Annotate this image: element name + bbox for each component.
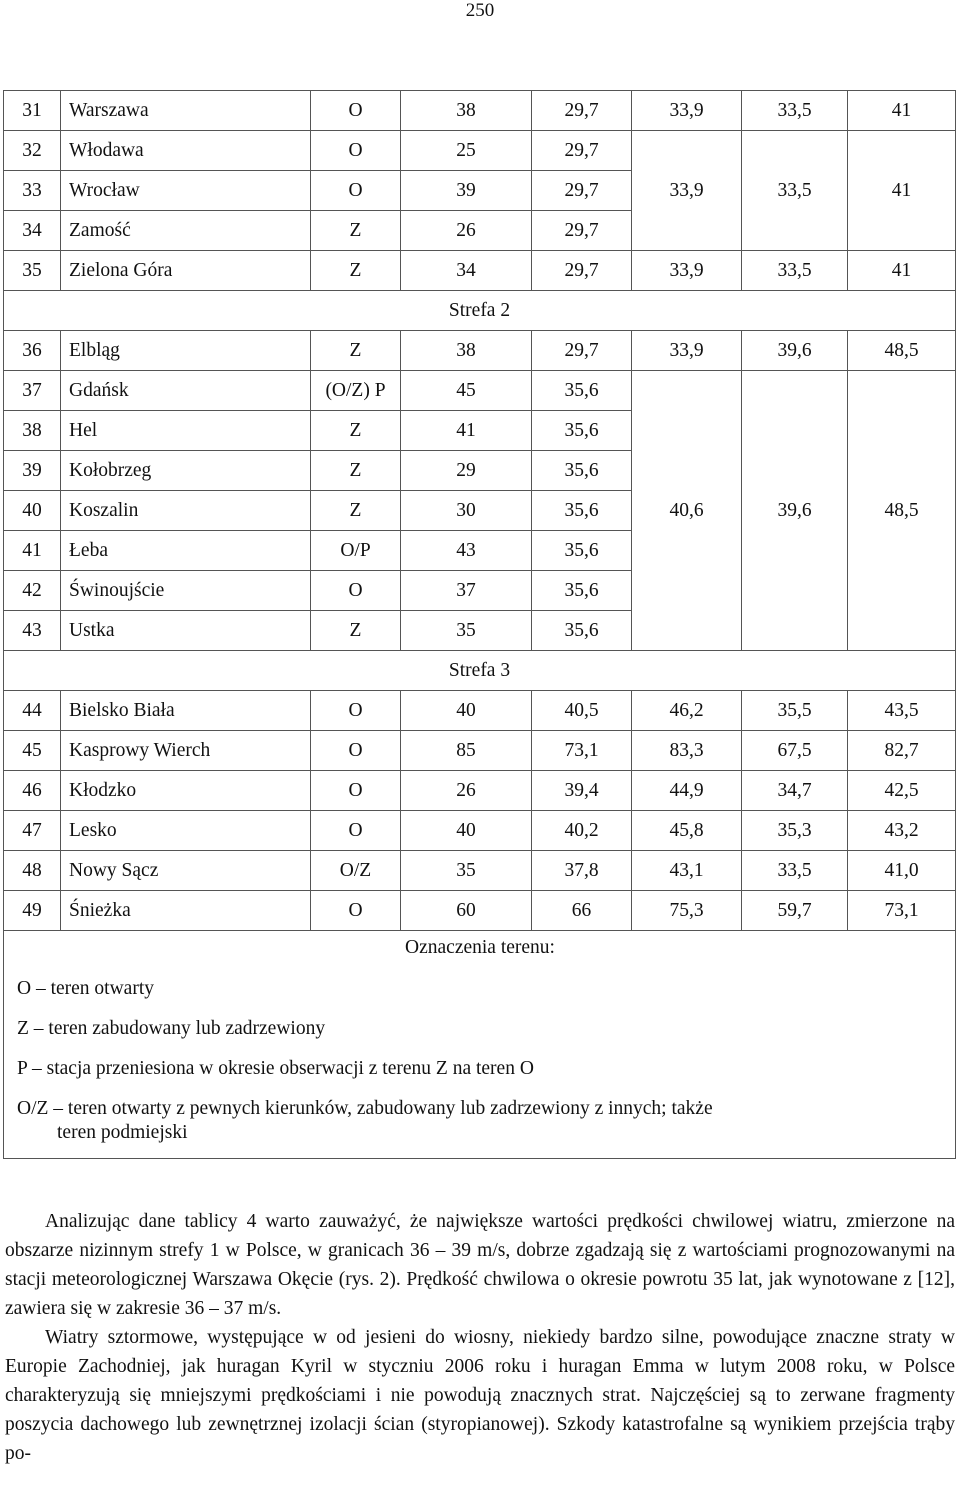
terrain-type: O — [311, 691, 401, 731]
value-cell: 29 — [401, 451, 532, 491]
value-cell: 85 — [401, 731, 532, 771]
station-name: Koszalin — [61, 491, 311, 531]
value-cell: 33,9 — [632, 251, 742, 291]
value-cell: 48,5 — [848, 331, 956, 371]
table-row — [4, 91, 956, 131]
terrain-type: O — [311, 811, 401, 851]
row-number: 43 — [4, 611, 61, 651]
terrain-type: Z — [311, 251, 401, 291]
zone-3-label: Strefa 3 — [4, 651, 956, 691]
row-number: 46 — [4, 771, 61, 811]
value-cell: 82,7 — [848, 731, 956, 771]
row-number: 31 — [4, 91, 61, 131]
row-number: 36 — [4, 331, 61, 371]
zone-header-row — [4, 291, 956, 331]
row-number: 34 — [4, 211, 61, 251]
value-cell: 60 — [401, 891, 532, 931]
row-number: 35 — [4, 251, 61, 291]
value-cell: 35,6 — [532, 531, 632, 571]
station-name: Kołobrzeg — [61, 451, 311, 491]
paragraph: Analizując dane tablicy 4 warto zauważyć, że największe wartości prędkości chwilowej wiatru, zmierzone na obszarze nizinnym strefy 1 w Polsce, w granicach 36 – 39 m/s, dobrze zgadzają się z wartościami prognozowanymi na stacji meteorologicznej Warszawa Okęcie (rys. 2). Prędkość chwilowa o okresie powrotu 35 lat, jak wynotowane z [12], zawiera się w zakresie 36 – 37 m/s. — [5, 1211, 955, 1319]
value-cell: 35 — [401, 851, 532, 891]
station-name: Kasprowy Wierch — [61, 731, 311, 771]
station-name: Elbląg — [61, 331, 311, 371]
merged-value-cell: 40,6 — [632, 371, 742, 651]
value-cell: 29,7 — [532, 171, 632, 211]
value-cell: 45 — [401, 371, 532, 411]
value-cell: 43,2 — [848, 811, 956, 851]
row-number: 48 — [4, 851, 61, 891]
terrain-type: Z — [311, 411, 401, 451]
value-cell: 26 — [401, 211, 532, 251]
row-number: 41 — [4, 531, 61, 571]
terrain-legend — [4, 931, 956, 1159]
zone-header-row — [4, 651, 956, 691]
station-name: Zielona Góra — [61, 251, 311, 291]
merged-value-cell: 33,5 — [742, 131, 848, 251]
legend-item-mixed-text: O/Z – teren otwarty z pewnych kierunków, zabudowany lub zadrzewiony z innych; także — [17, 1098, 713, 1119]
value-cell: 35,3 — [742, 811, 848, 851]
value-cell: 38 — [401, 91, 532, 131]
value-cell: 83,3 — [632, 731, 742, 771]
value-cell: 33,9 — [632, 331, 742, 371]
terrain-type: Z — [311, 331, 401, 371]
table-row — [4, 371, 956, 411]
value-cell: 29,7 — [532, 211, 632, 251]
value-cell: 43 — [401, 531, 532, 571]
terrain-type: O/P — [311, 531, 401, 571]
value-cell: 34 — [401, 251, 532, 291]
value-cell: 41,0 — [848, 851, 956, 891]
value-cell: 29,7 — [532, 331, 632, 371]
legend-item-open: O – teren otwarty — [17, 978, 154, 999]
station-name: Włodawa — [61, 131, 311, 171]
row-number: 49 — [4, 891, 61, 931]
table-row — [4, 731, 956, 771]
value-cell: 66 — [532, 891, 632, 931]
value-cell: 44,9 — [632, 771, 742, 811]
table-row — [4, 251, 956, 291]
station-name: Lesko — [61, 811, 311, 851]
merged-value-cell: 48,5 — [848, 371, 956, 651]
value-cell: 43,1 — [632, 851, 742, 891]
legend-title: Oznaczenia terenu: — [405, 937, 555, 958]
wind-speed-table — [3, 90, 956, 1159]
legend-item-built-up: Z – teren zabudowany lub zadrzewiony — [17, 1018, 326, 1039]
terrain-type: O — [311, 91, 401, 131]
station-name: Kłodzko — [61, 771, 311, 811]
table-row — [4, 891, 956, 931]
legend-row — [4, 931, 956, 1159]
station-name: Śnieżka — [61, 891, 311, 931]
value-cell: 75,3 — [632, 891, 742, 931]
legend-item-relocated: P – stacja przeniesiona w okresie obserwacji z terenu Z na teren O — [17, 1058, 534, 1079]
row-number: 40 — [4, 491, 61, 531]
value-cell: 39 — [401, 171, 532, 211]
terrain-type: O — [311, 171, 401, 211]
value-cell: 37 — [401, 571, 532, 611]
row-number: 32 — [4, 131, 61, 171]
value-cell: 40 — [401, 811, 532, 851]
value-cell: 41 — [848, 91, 956, 131]
row-number: 39 — [4, 451, 61, 491]
row-number: 45 — [4, 731, 61, 771]
value-cell: 29,7 — [532, 251, 632, 291]
legend-item-mixed-continuation: teren podmiejski — [57, 1122, 188, 1143]
value-cell: 40,2 — [532, 811, 632, 851]
row-number: 38 — [4, 411, 61, 451]
value-cell: 39,6 — [742, 331, 848, 371]
value-cell: 35,6 — [532, 571, 632, 611]
merged-value-cell: 41 — [848, 131, 956, 251]
value-cell: 33,9 — [632, 91, 742, 131]
value-cell: 73,1 — [532, 731, 632, 771]
value-cell: 46,2 — [632, 691, 742, 731]
paragraph: Wiatry sztormowe, występujące w od jesieni do wiosny, niekiedy bardzo silne, powodujące znaczne straty w Europie Zachodniej, jak huragan Kyril w styczniu 2006 roku i huragan Emma w lutym 2008 roku, w Polsce charakteryzują się mniejszymi prędkościami i nie powodują znacznych strat. Najczęściej są to zerwane fragmenty poszycia dachowego lub zewnętrznej izolacji ścian (styropianowej). Szkody katastrofalne są wynikiem przejścia trąby po- — [5, 1327, 955, 1464]
value-cell: 45,8 — [632, 811, 742, 851]
table-row — [4, 851, 956, 891]
terrain-type: O — [311, 731, 401, 771]
value-cell: 41 — [401, 411, 532, 451]
row-number: 33 — [4, 171, 61, 211]
value-cell: 35,6 — [532, 411, 632, 451]
station-name: Gdańsk — [61, 371, 311, 411]
value-cell: 38 — [401, 331, 532, 371]
terrain-type: O/Z — [311, 851, 401, 891]
terrain-type: Z — [311, 211, 401, 251]
value-cell: 35 — [401, 611, 532, 651]
value-cell: 29,7 — [532, 91, 632, 131]
station-name: Bielsko Biała — [61, 691, 311, 731]
table-row — [4, 811, 956, 851]
terrain-type: Z — [311, 491, 401, 531]
station-name: Nowy Sącz — [61, 851, 311, 891]
row-number: 42 — [4, 571, 61, 611]
value-cell: 25 — [401, 131, 532, 171]
merged-value-cell: 39,6 — [742, 371, 848, 651]
value-cell: 42,5 — [848, 771, 956, 811]
row-number: 44 — [4, 691, 61, 731]
value-cell: 33,5 — [742, 251, 848, 291]
value-cell: 33,5 — [742, 91, 848, 131]
terrain-type: Z — [311, 611, 401, 651]
value-cell: 59,7 — [742, 891, 848, 931]
station-name: Hel — [61, 411, 311, 451]
table-row — [4, 331, 956, 371]
page-number: 250 — [465, 0, 495, 21]
row-number: 47 — [4, 811, 61, 851]
terrain-type: O — [311, 131, 401, 171]
terrain-type: O — [311, 891, 401, 931]
station-name: Warszawa — [61, 91, 311, 131]
value-cell: 26 — [401, 771, 532, 811]
value-cell: 37,8 — [532, 851, 632, 891]
terrain-type: (O/Z) P — [311, 371, 401, 411]
station-name: Ustka — [61, 611, 311, 651]
value-cell: 41 — [848, 251, 956, 291]
value-cell: 29,7 — [532, 131, 632, 171]
station-name: Zamość — [61, 211, 311, 251]
merged-value-cell: 33,9 — [632, 131, 742, 251]
value-cell: 35,5 — [742, 691, 848, 731]
value-cell: 35,6 — [532, 451, 632, 491]
value-cell: 30 — [401, 491, 532, 531]
value-cell: 35,6 — [532, 371, 632, 411]
value-cell: 35,6 — [532, 491, 632, 531]
value-cell: 39,4 — [532, 771, 632, 811]
legend-item-mixed — [17, 1097, 713, 1145]
value-cell: 40 — [401, 691, 532, 731]
zone-2-label: Strefa 2 — [4, 291, 956, 331]
value-cell: 73,1 — [848, 891, 956, 931]
table-row — [4, 771, 956, 811]
value-cell: 67,5 — [742, 731, 848, 771]
terrain-type: O — [311, 571, 401, 611]
value-cell: 40,5 — [532, 691, 632, 731]
body-text — [5, 1207, 955, 1468]
station-name: Świnoujście — [61, 571, 311, 611]
table-row — [4, 691, 956, 731]
station-name: Łeba — [61, 531, 311, 571]
terrain-type: O — [311, 771, 401, 811]
terrain-type: Z — [311, 451, 401, 491]
value-cell: 35,6 — [532, 611, 632, 651]
value-cell: 33,5 — [742, 851, 848, 891]
row-number: 37 — [4, 371, 61, 411]
value-cell: 34,7 — [742, 771, 848, 811]
table-row — [4, 131, 956, 171]
station-name: Wrocław — [61, 171, 311, 211]
value-cell: 43,5 — [848, 691, 956, 731]
